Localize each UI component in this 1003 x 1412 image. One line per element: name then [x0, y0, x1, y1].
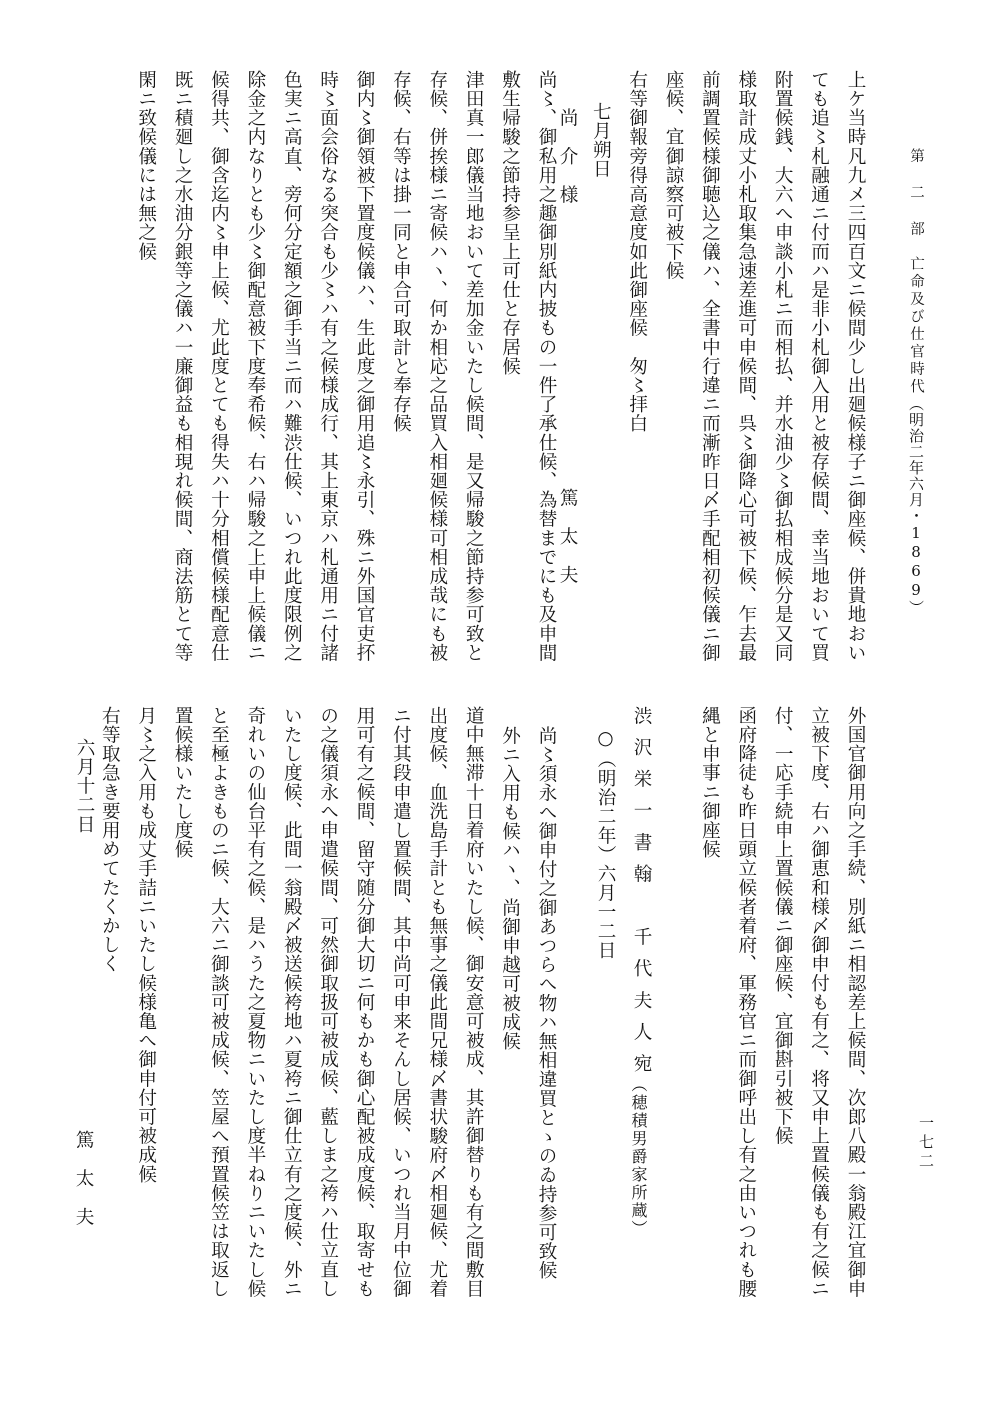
text-column: 色実ニ高直、旁何分定額之御手当ニ而ハ難渋仕候、いつれ此度限例之	[281, 70, 303, 663]
text-column: 候得共、御含迄内〻申上候、尤此度とても得失ハ十分相償候様配意仕	[208, 70, 230, 663]
text-column: 既ニ積廻し之水油分銀等之儀ハ一廉御益も相現れ候間、商法筋とて等	[172, 70, 194, 663]
text-column: ても追〻札融通ニ付而ハ是非小札御入用と被存候間、幸当地おいて買	[808, 70, 830, 663]
text-column: 付、一応手続申上置候儀ニ御座候、宜御斟引被下候	[772, 706, 794, 1146]
text-column: 御内〻御領被下置度候儀ハ、生此度之御用追〻永引、殊ニ外国官吏抔	[354, 70, 376, 663]
text-column: 閑ニ致候儀には無之候	[135, 70, 157, 261]
text-column: 附置候銭、大六へ申談小札ニ而相払、并水油少〻御払相成候分是又同	[772, 70, 794, 663]
running-head-period: （明治二年六月・1869）	[907, 396, 925, 616]
text-column: 敷生帰駿之節持参呈上可仕と存居候	[499, 70, 521, 376]
letter2-sender: 篤太夫	[73, 1130, 94, 1246]
text-column: 縄と申事ニ御座候	[699, 706, 721, 859]
closing-date: 六月十二日	[74, 738, 95, 834]
text-column: 除金之内なりとも少〻御配意被下度奉希候、右ハ帰駿之上申上候儀ニ	[244, 70, 266, 663]
text-column: 様取計成丈小札取集急速差進可申候間、呉〻御降心可被下候、乍去最	[735, 70, 757, 663]
text-column: 奇れいの仙台平有之候、是ハうた之夏物ニいたし度半ねりニいたし候	[244, 706, 266, 1299]
continuation-body	[693, 706, 871, 1298]
letter2-source: （穂積男爵家所蔵）	[629, 1076, 648, 1238]
letter2-body	[93, 706, 562, 1298]
addressee: 尚介様	[557, 108, 578, 224]
text-column: 存候、右等は掛一同と申合可取計と奉存候	[390, 70, 412, 433]
sender: 篤太夫	[557, 488, 578, 604]
text-column: 函府降徒も昨日頭立候者着府、軍務官ニ而御呼出し有之由いつれも腰	[735, 706, 757, 1299]
letter1-postscript	[130, 70, 562, 662]
text-column: いたし度候、此間一翁殿〆被送候袴地ハ夏袴ニ御仕立有之度候、外ニ	[281, 706, 303, 1299]
text-column: 存候、併挨様ニ寄候ハヽ、何か相応之品買入相廻候様可相成哉にも被	[426, 70, 448, 663]
text-column: と至極よきものニ候、大六ニ御談可被成候、笠屋へ預置候笠は取返し	[208, 706, 230, 1299]
text-column: 外国官御用向之手続、別紙ニ相認差上候間、次郎八殿一翁殿江宜御申	[845, 706, 866, 1299]
text-column: 用可有之候間、留守随分御大切ニ何もかも御心配被成度候、取寄せも	[354, 706, 376, 1299]
letter-date: 七月朔日	[590, 102, 612, 179]
text-column: 津田真一郎儀当地おいて差加金いたし候間、是又帰駿之節持参可致と	[463, 70, 485, 663]
text-column: 上ケ当時凡九メ三四百文ニ候間少し出廻候様子ニ御座候、併貴地おい	[845, 70, 866, 663]
letter2-date-heading: ○（明治二年）六月一二日	[595, 728, 616, 960]
text-column: ニ付其段申遣し置候間、其中尚可申来そんし居候、いつれ当月中位御	[390, 706, 412, 1299]
text-column: 右等御報旁得高意度如此御座候 匆〻拝白	[626, 70, 648, 433]
text-column: の之儀須永へ申遣候間、可然御取扱可被成候、藍しま之袴ハ仕立直し	[317, 706, 339, 1299]
running-head	[904, 148, 928, 616]
text-column: 道中無滞十日着府いたし候、御安意可被成、其許御替りも有之間敷目	[463, 706, 485, 1299]
text-column: 前調置候様御聴込之儀ハ、全書中行違ニ而漸昨日〆手配相初候儀ニ御	[699, 70, 721, 663]
text-column: 立被下度、右ハ御恵和様〆御申付も有之、将又申上置候儀も有之候ニ	[808, 706, 830, 1299]
text-column: 座候、宜御諒察可被下候	[663, 70, 685, 281]
text-column: 出度候、血洗島手計とも無事之儀此間兄様〆書状駿府〆相廻候、尤着	[426, 706, 448, 1299]
text-column: 右等取急き要用めてたくかしく	[99, 706, 121, 974]
running-head-text: 第 二 部 亡命及び仕官時代	[908, 148, 924, 396]
text-column: 外ニ入用も候ハヽ、尚御申越可被成候	[499, 726, 521, 1051]
page-number: 一七二	[917, 1115, 935, 1172]
text-column: 尚〻、御私用之趣御別紙内披もの一件了承仕候、為替までにも及申間	[536, 70, 557, 663]
letter2-title: 渋沢栄一書翰 千代夫人宛	[631, 706, 652, 1086]
letter1-body	[584, 70, 871, 662]
text-column: 月〻之入用も成丈手詰ニいたし候様亀へ御申付可被成候	[135, 706, 157, 1184]
text-column: 尚〻須永へ御申付之御あつらへ物ハ無相違買とゝのゐ持参可致候	[536, 726, 557, 1280]
text-column: 時〻面会俗なる突合も少〻ハ有之候様成行、其上東京ハ札通用ニ付諸	[317, 70, 339, 663]
text-column: 置候様いたし度候	[172, 706, 194, 859]
